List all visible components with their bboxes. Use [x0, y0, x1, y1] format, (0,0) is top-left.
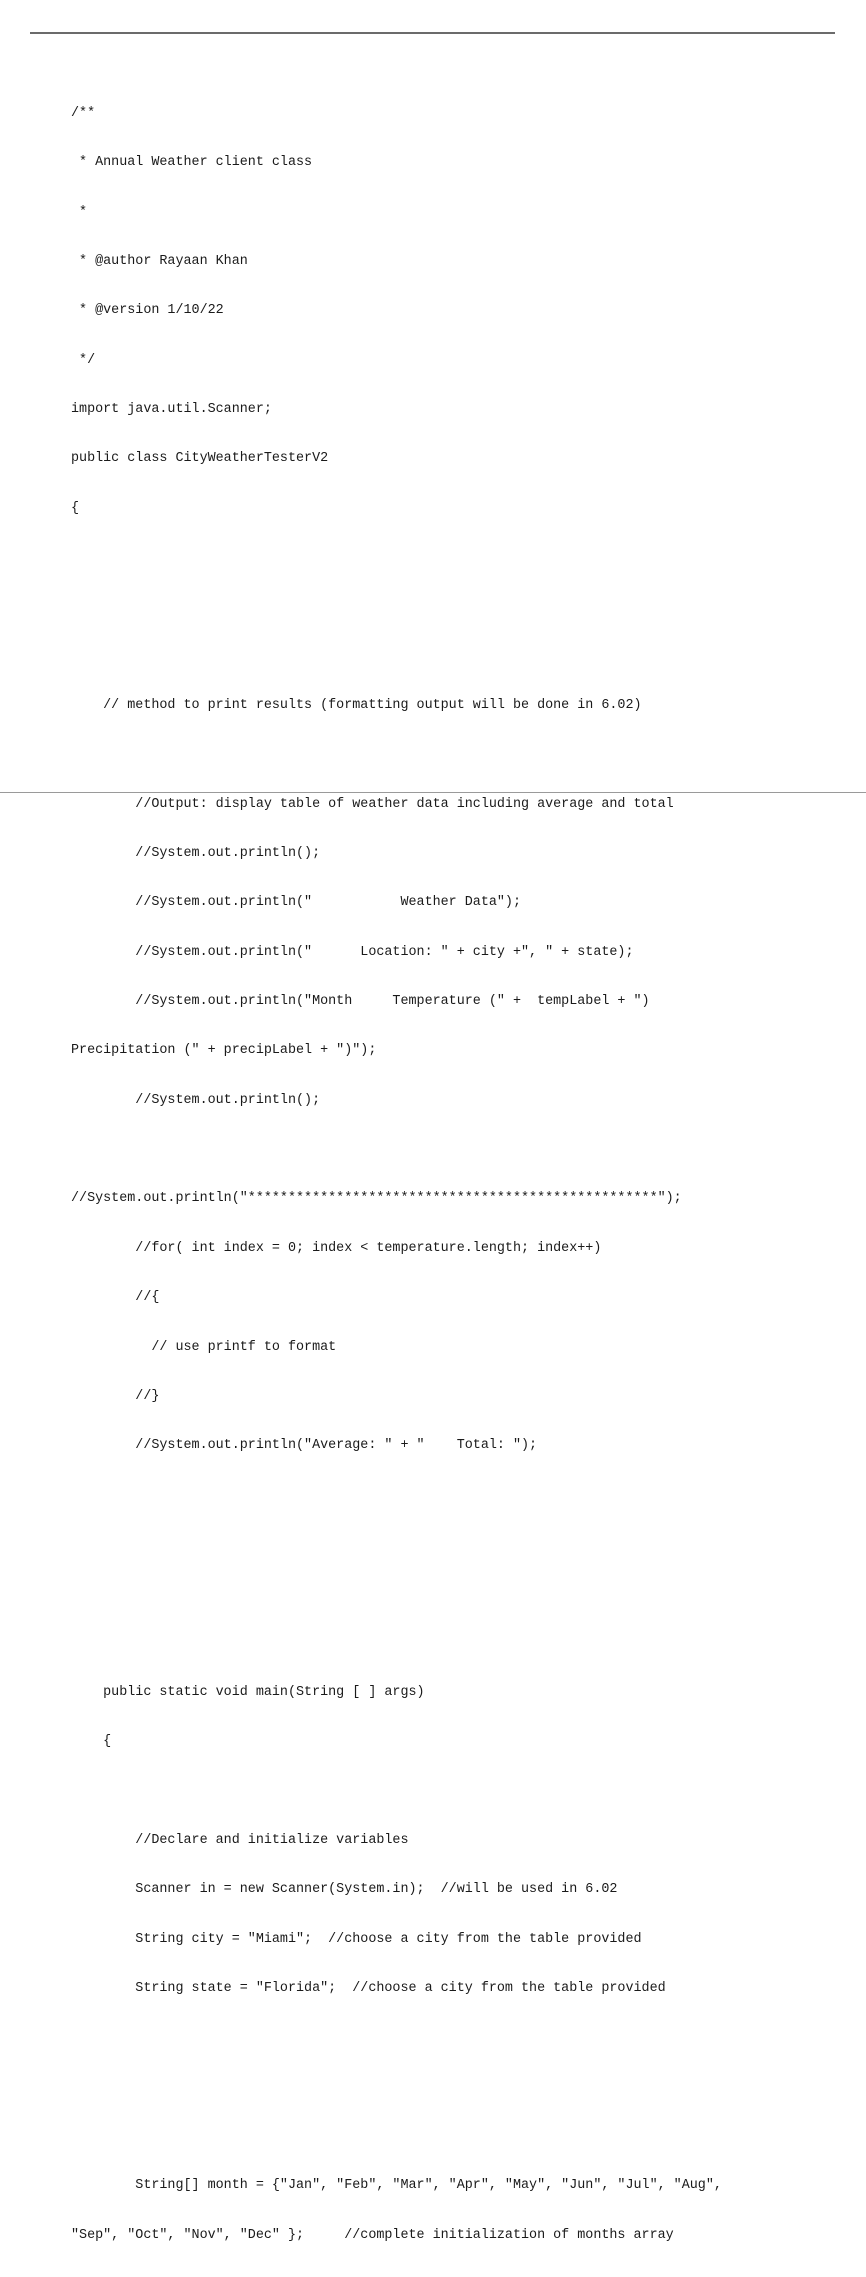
code-line: //System.out.println(" Weather Data"); [71, 895, 521, 911]
code-line: String[] month = {"Jan", "Feb", "Mar", "Apr", "May", "Jun", "Jul", "Aug", [71, 2178, 722, 2194]
code-line: { [71, 500, 80, 516]
code-line: * @author Rayaan Khan [71, 253, 248, 269]
code-line: public class CityWeatherTesterV2 [71, 451, 329, 467]
code-line: * @version 1/10/22 [71, 303, 224, 319]
code-line [71, 2129, 722, 2145]
code-line [71, 747, 722, 763]
code-line [71, 599, 722, 615]
code-line: { [71, 1734, 112, 1750]
code-line: // method to print results (formatting output will be done in 6.02) [71, 698, 642, 714]
code-line: //System.out.println("Month Temperature (" + tempLabel + ") [71, 994, 650, 1010]
code-line: String state = "Florida"; //choose a city from the table provided [71, 1980, 666, 1996]
code-line [71, 649, 722, 665]
code-line: //Output: display table of weather data including average and total [71, 796, 674, 812]
code-line [71, 1142, 722, 1158]
code-line: public static void main(String [ ] args) [71, 1684, 425, 1700]
code-line: String city = "Miami"; //choose a city from the table provided [71, 1931, 642, 1947]
code-line: * [71, 204, 88, 220]
code-line [71, 550, 722, 566]
code-line [71, 2030, 722, 2046]
code-line: * Annual Weather client class [71, 155, 313, 171]
code-line: //} [71, 1388, 160, 1404]
code-line: //for( int index = 0; index < temperature.length; index++) [71, 1240, 602, 1256]
code-line: Scanner in = new Scanner(System.in); //will be used in 6.02 [71, 1882, 618, 1898]
code-line: //System.out.println("***************************************************"); [71, 1191, 682, 1207]
code-line: //Declare and initialize variables [71, 1832, 409, 1848]
code-line: //System.out.println(" Location: " + city +", " + state); [71, 944, 634, 960]
page-bottom-edge [0, 792, 866, 793]
code-line: /** [71, 105, 96, 121]
code-line [71, 1488, 722, 1504]
code-line: //{ [71, 1290, 160, 1306]
code-line: */ [71, 352, 96, 368]
code-line [71, 1784, 722, 1800]
code-line [71, 1586, 722, 1602]
code-line: // use printf to format [71, 1339, 337, 1355]
code-line: "Sep", "Oct", "Nov", "Dec" }; //complete initialization of months array [71, 2227, 674, 2243]
code-line: //System.out.println(); [71, 846, 321, 862]
code-line: import java.util.Scanner; [71, 401, 272, 417]
source-code-block [71, 73, 722, 2277]
code-line: Precipitation (" + precipLabel + ")"); [71, 1043, 377, 1059]
top-divider [30, 32, 835, 34]
code-line [71, 2080, 722, 2096]
code-line: //System.out.println(); [71, 1092, 321, 1108]
code-line [71, 1636, 722, 1652]
code-line: //System.out.println("Average: " + " Total: "); [71, 1438, 538, 1454]
code-line [71, 1537, 722, 1553]
